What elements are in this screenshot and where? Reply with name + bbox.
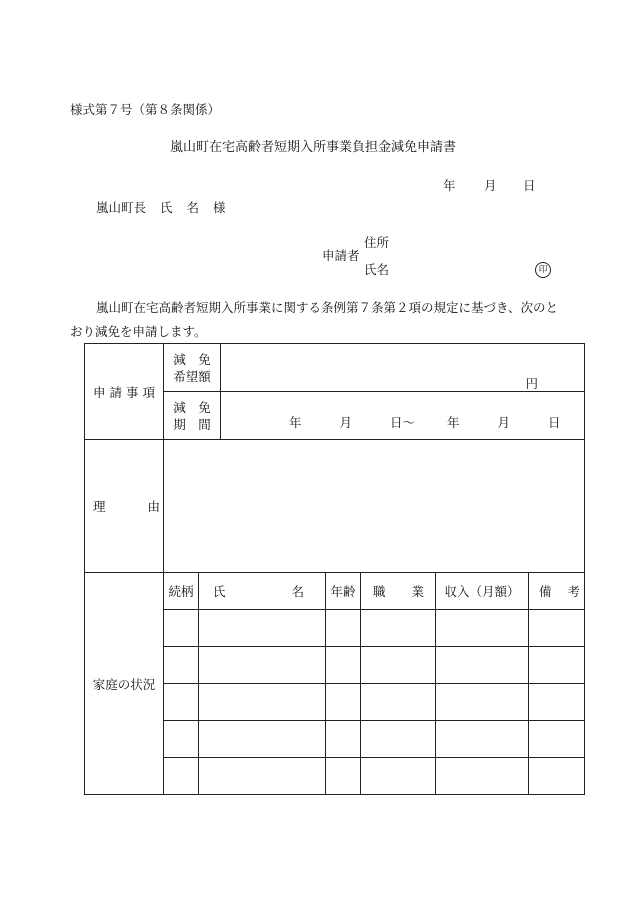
notes-cell[interactable] [529,647,585,684]
period-end-day: 日 [548,414,561,430]
addressee-title: 嵐山町長 [96,200,147,215]
application-items-label: 申 請 事 項 [85,344,164,440]
age-cell[interactable] [326,647,361,684]
occupation-cell[interactable] [361,610,436,647]
occupation-cell[interactable] [361,684,436,721]
period-start-day: 日～ [390,414,416,430]
address-label: 住所 [364,235,390,250]
application-table [84,343,585,795]
age-cell[interactable] [326,684,361,721]
header-income: 収入（月額） [436,573,529,610]
addressee-name-2: 名 [186,200,200,215]
age-cell[interactable] [326,610,361,647]
period-start-month: 月 [339,414,353,430]
reduction-period-label: 減 免 期 間 [164,392,221,440]
addressee [96,202,240,215]
income-cell[interactable] [436,647,529,684]
relation-cell[interactable] [164,610,199,647]
name-cell[interactable] [199,721,326,758]
reduction-period-field[interactable] [221,392,585,440]
addressee-honorific: 様 [213,200,226,215]
occupation-cell[interactable] [361,647,436,684]
notes-cell[interactable] [529,610,585,647]
family-situation-label: 家庭の状況 [85,573,164,795]
date-year-label: 年 [443,178,456,193]
relation-cell[interactable] [164,684,199,721]
income-cell[interactable] [436,610,529,647]
reason-field[interactable] [164,440,585,573]
date-month-label: 月 [484,178,497,193]
addressee-name-1: 氏 [160,200,173,215]
age-cell[interactable] [326,758,361,795]
reason-label: 理 由 [85,440,164,573]
header-name: 氏 名 [199,573,326,610]
notes-cell[interactable] [529,721,585,758]
period-start-year: 年 [289,414,302,430]
income-cell[interactable] [436,721,529,758]
name-cell[interactable] [199,684,326,721]
relation-cell[interactable] [164,721,199,758]
applicant-label: 申請者 [322,248,360,263]
relation-cell[interactable] [164,647,199,684]
period-end-year: 年 [447,414,460,430]
period-end-month: 月 [497,414,511,430]
seal-mark: 印 [535,262,551,278]
income-cell[interactable] [436,758,529,795]
name-cell[interactable] [199,610,326,647]
relation-cell[interactable] [164,758,199,795]
reduction-amount-field[interactable] [221,344,585,392]
name-cell[interactable] [199,647,326,684]
name-label: 氏名 [364,262,390,277]
occupation-cell[interactable] [361,758,436,795]
date-day-label: 日 [523,178,536,193]
notes-cell[interactable] [529,684,585,721]
reduction-amount-label: 減 免 希望額 [164,344,221,392]
name-cell[interactable] [199,758,326,795]
document-title: 嵐山町在宅高齢者短期入所事業負担金減免申請書 [170,140,457,155]
header-age: 年齢 [326,573,361,610]
age-cell[interactable] [326,721,361,758]
yen-unit: 円 [525,376,538,391]
occupation-cell[interactable] [361,721,436,758]
header-occupation: 職 業 [361,573,436,610]
income-cell[interactable] [436,684,529,721]
body-text: 嵐山町在宅高齢者短期入所事業に関する条例第７条第２項の規定に基づき、次のとおり減免を申請します。 [70,300,559,339]
form-number: 様式第７号（第８条関係） [70,102,221,117]
notes-cell[interactable] [529,758,585,795]
header-notes: 備 考 [529,573,585,610]
header-relation: 続柄 [164,573,199,610]
